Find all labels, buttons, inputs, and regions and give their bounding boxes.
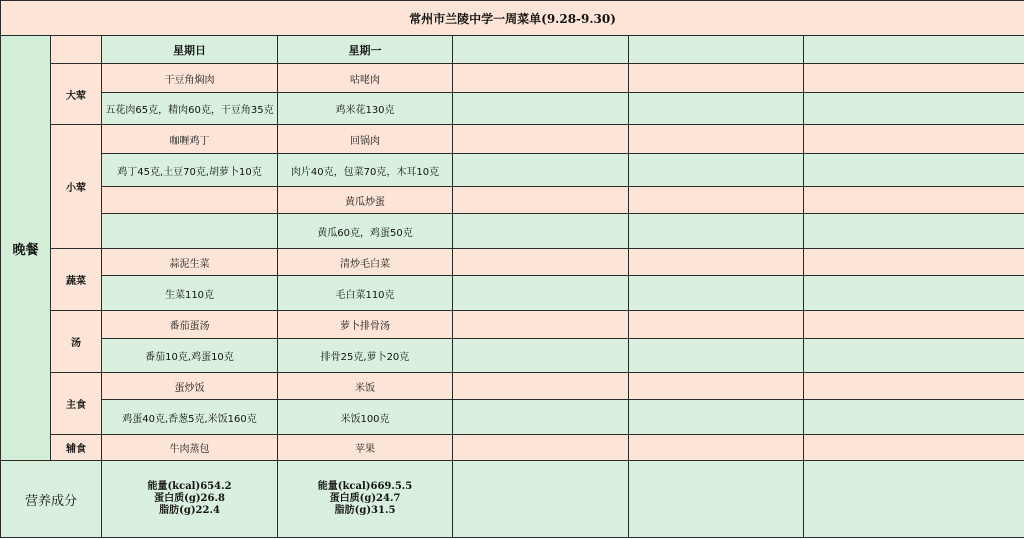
dish-cell: 牛肉蒸包 bbox=[102, 435, 278, 461]
empty-cell bbox=[804, 435, 1024, 461]
empty-cell bbox=[629, 154, 804, 187]
dish-cell: 萝卜排骨汤 bbox=[278, 311, 453, 339]
ingredient-cell: 鸡米花130克 bbox=[278, 93, 453, 125]
day-header bbox=[453, 36, 629, 64]
empty-cell bbox=[453, 187, 629, 214]
empty-cell bbox=[629, 214, 804, 249]
empty-cell bbox=[453, 125, 629, 154]
dish-cell: 咖喱鸡丁 bbox=[102, 125, 278, 154]
empty-cell bbox=[453, 154, 629, 187]
day-header: 星期一 bbox=[278, 36, 453, 64]
empty-cell bbox=[453, 400, 629, 435]
dish-cell: 回锅肉 bbox=[278, 125, 453, 154]
meal-label: 晚餐 bbox=[1, 36, 51, 461]
nutrition-cell bbox=[278, 461, 453, 538]
menu-title: 常州市兰陵中学一周菜单(9.28-9.30) bbox=[1, 1, 1024, 36]
empty-cell bbox=[453, 311, 629, 339]
nutrition-label: 营养成分 bbox=[1, 461, 102, 538]
empty-cell bbox=[453, 214, 629, 249]
nutrition-protein: 蛋白质(g)24.7 bbox=[329, 493, 401, 504]
empty-cell bbox=[804, 311, 1024, 339]
day-header bbox=[629, 36, 804, 64]
dish-cell bbox=[102, 187, 278, 214]
category-main-dish: 大荤 bbox=[51, 64, 102, 125]
dish-cell: 苹果 bbox=[278, 435, 453, 461]
empty-cell bbox=[629, 276, 804, 311]
nutrition-energy: 能量(kcal)669.5.5 bbox=[317, 481, 413, 492]
empty-cell bbox=[629, 339, 804, 373]
empty-cell bbox=[453, 339, 629, 373]
empty-cell bbox=[804, 400, 1024, 435]
ingredient-cell: 肉片40克，包菜70克，木耳10克 bbox=[278, 154, 453, 187]
nutrition-fat: 脂肪(g)31.5 bbox=[334, 505, 396, 516]
empty-cell bbox=[804, 214, 1024, 249]
category-staple: 主食 bbox=[51, 373, 102, 435]
ingredient-cell bbox=[102, 214, 278, 249]
empty-cell bbox=[629, 311, 804, 339]
ingredient-cell: 番茄10克,鸡蛋10克 bbox=[102, 339, 278, 373]
category-soup: 汤 bbox=[51, 311, 102, 373]
empty-cell bbox=[453, 435, 629, 461]
nutrition-fat: 脂肪(g)22.4 bbox=[159, 505, 220, 516]
empty-cell bbox=[804, 125, 1024, 154]
nutrition-energy: 能量(kcal)654.2 bbox=[147, 481, 232, 492]
empty-cell bbox=[629, 187, 804, 214]
empty-cell bbox=[804, 154, 1024, 187]
dish-cell: 清炒毛白菜 bbox=[278, 249, 453, 276]
ingredient-cell: 排骨25克,萝卜20克 bbox=[278, 339, 453, 373]
empty-cell bbox=[629, 373, 804, 400]
dish-cell: 番茄蛋汤 bbox=[102, 311, 278, 339]
header-corner-cell bbox=[51, 36, 102, 64]
nutrition-protein: 蛋白质(g)26.8 bbox=[154, 493, 225, 504]
category-vegetable: 蔬菜 bbox=[51, 249, 102, 311]
empty-cell bbox=[629, 249, 804, 276]
empty-cell bbox=[804, 249, 1024, 276]
empty-cell bbox=[804, 276, 1024, 311]
empty-cell bbox=[629, 435, 804, 461]
empty-cell bbox=[453, 373, 629, 400]
ingredient-cell: 米饭100克 bbox=[278, 400, 453, 435]
empty-cell bbox=[804, 93, 1024, 125]
day-header bbox=[804, 36, 1024, 64]
ingredient-cell: 鸡蛋40克,香葱5克,米饭160克 bbox=[102, 400, 278, 435]
empty-cell bbox=[453, 461, 629, 538]
category-side: 辅食 bbox=[51, 435, 102, 461]
empty-cell bbox=[453, 64, 629, 93]
empty-cell bbox=[453, 276, 629, 311]
ingredient-cell: 鸡丁45克,土豆70克,胡萝卜10克 bbox=[102, 154, 278, 187]
ingredient-cell: 黄瓜60克，鸡蛋50克 bbox=[278, 214, 453, 249]
dish-cell: 蛋炒饭 bbox=[102, 373, 278, 400]
ingredient-cell: 五花肉65克，精肉60克，干豆角35克 bbox=[102, 93, 278, 125]
ingredient-cell: 生菜110克 bbox=[102, 276, 278, 311]
dish-cell: 黄瓜炒蛋 bbox=[278, 187, 453, 214]
empty-cell bbox=[629, 64, 804, 93]
empty-cell bbox=[453, 93, 629, 125]
ingredient-cell: 毛白菜110克 bbox=[278, 276, 453, 311]
empty-cell bbox=[804, 187, 1024, 214]
empty-cell bbox=[804, 373, 1024, 400]
dish-cell: 米饭 bbox=[278, 373, 453, 400]
empty-cell bbox=[629, 125, 804, 154]
day-header: 星期日 bbox=[102, 36, 278, 64]
dish-cell: 干豆角焖肉 bbox=[102, 64, 278, 93]
empty-cell bbox=[629, 400, 804, 435]
dish-cell: 蒜泥生菜 bbox=[102, 249, 278, 276]
empty-cell bbox=[629, 461, 804, 538]
empty-cell bbox=[804, 64, 1024, 93]
nutrition-cell bbox=[102, 461, 278, 538]
empty-cell bbox=[804, 339, 1024, 373]
empty-cell bbox=[629, 93, 804, 125]
category-small-dish: 小荤 bbox=[51, 125, 102, 249]
empty-cell bbox=[453, 249, 629, 276]
empty-cell bbox=[804, 461, 1024, 538]
dish-cell: 咕咾肉 bbox=[278, 64, 453, 93]
